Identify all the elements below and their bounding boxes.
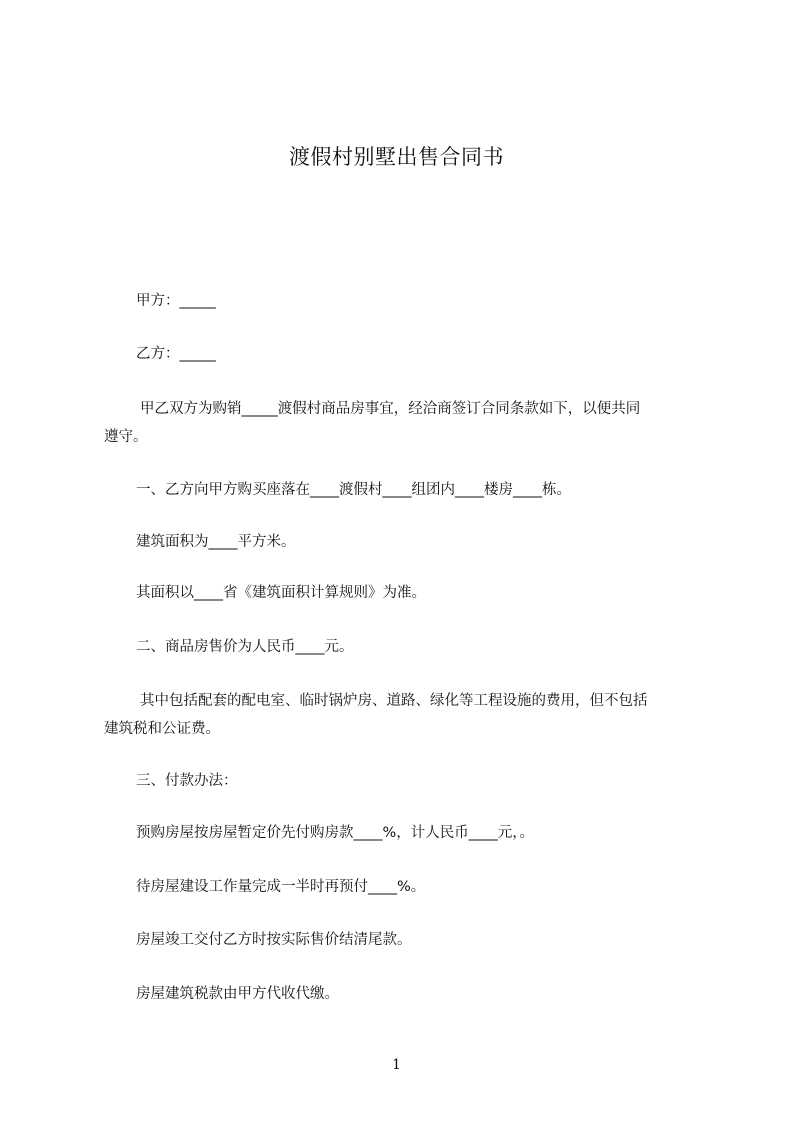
tax-line: 房屋建筑税款由甲方代收代缴。 <box>136 986 339 1002</box>
area-rule-line: 其面积以____省《建筑面积计算规则》为准。 <box>136 585 426 601</box>
includes-line-1: 其中包括配套的配电室、临时锅炉房、道路、绿化等工程设施的费用，但不包括 <box>140 693 648 709</box>
party-b-line: 乙方：_____ <box>136 346 216 362</box>
party-a-line: 甲方：_____ <box>136 293 216 309</box>
halfway-line: 待房屋建设工作量完成一半时再预付____%。 <box>136 879 426 895</box>
includes-line-2: 建筑税和公证费。 <box>104 721 220 737</box>
clause-3: 三、付款办法： <box>136 773 238 789</box>
area-line: 建筑面积为____平方米。 <box>136 534 296 550</box>
includes-paragraph <box>104 687 710 743</box>
prepay-line: 预购房屋按房屋暂定价先付购房款____%，计人民币____元，。 <box>136 825 535 841</box>
intro-line-1: 甲乙双方为购销_____渡假村商品房事宜，经洽商签订合同条款如下，以便共同 <box>140 401 641 417</box>
document-title: 渡假村别墅出售合同书 <box>289 145 504 169</box>
intro-paragraph <box>104 395 710 451</box>
clause-2: 二、商品房售价为人民币____元。 <box>136 639 354 655</box>
completion-line: 房屋竣工交付乙方时按实际售价结清尾款。 <box>136 932 412 948</box>
page-number: 1 <box>392 1057 401 1073</box>
intro-line-2: 遵守。 <box>104 429 148 445</box>
clause-1: 一、乙方向甲方购买座落在____渡假村____组团内____楼房____栋。 <box>136 482 571 498</box>
